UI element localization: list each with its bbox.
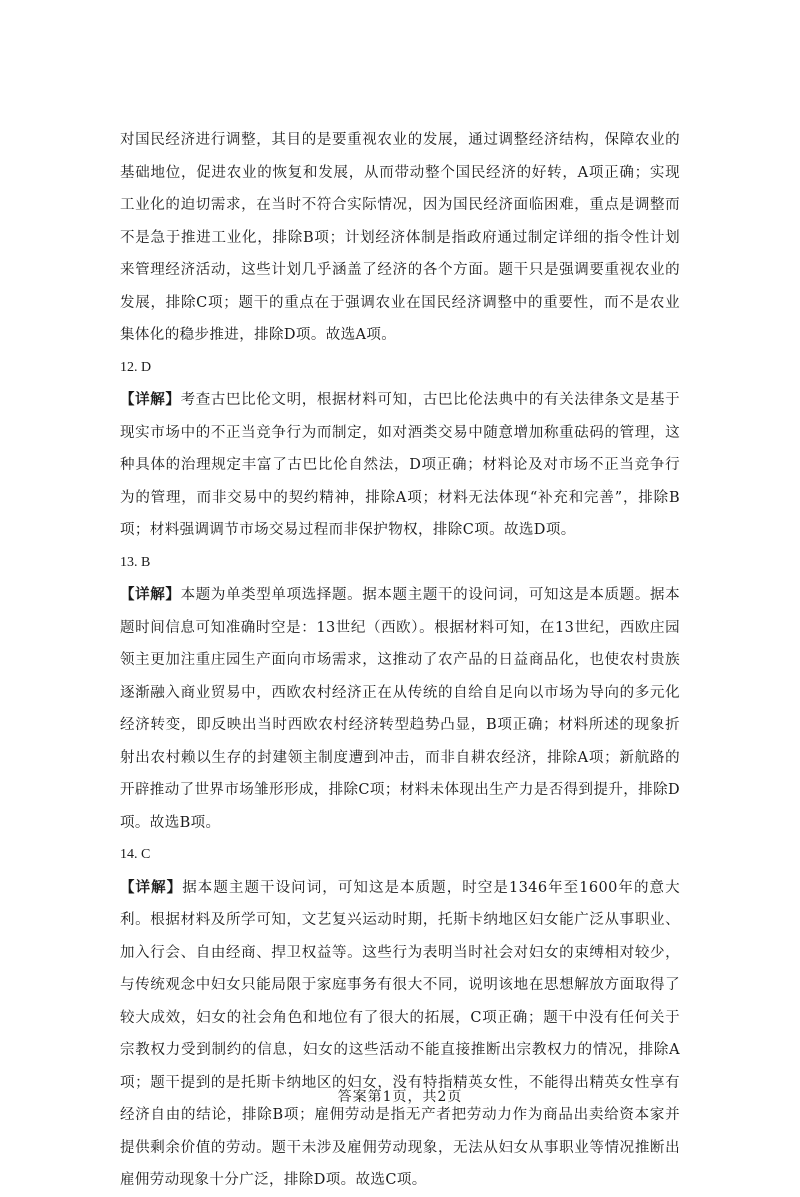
q12-explanation bbox=[120, 384, 680, 547]
q14-explanation-text: 据本题主题干设问词，可知这是本质题，时空是1346年至1600年的意大利。根据材料及所学可知，文艺复兴运动时期，托斯卡纳地区妇女能广泛从事职业、加入行会、自由经商、捍卫权益等。这些行为表明当时社会对妇女的束缚相对较少，与传统观念中妇女只能局限于家庭事务有很大不同，说明该地在思想解放方面取得了较大成效，妇女的社会角色和地位有了很大的拓展，C项正确；题干中没有任何关于宗教权力受到制约的信息，妇女的这些活动不能直接推断出宗教权力的情况，排除A项；题干提到的是托斯卡纳地区的妇女，没有特指精英女性，不能得出精英女性享有经济自由的结论，排除B项；雇佣劳动是指无产者把劳动力作为商品出卖给资本家并提供剩余价值的劳动。题干未涉及雇佣劳动现象，无法从妇女从事职业等情况推断出雇佣劳动现象十分广泛，排除D项。故选C项。 bbox=[120, 879, 680, 1188]
q11-explanation-continuation: 对国民经济进行调整，其目的是要重视农业的发展，通过调整经济结构，保障农业的基础地位，促进农业的恢复和发展，从而带动整个国民经济的好转，A项正确；实现工业化的迫切需求，在当时不符合实际情况，因为国民经济面临困难，重点是调整而不是急于推进工业化，排除B项；计划经济体制是指政府通过制定详细的指令性计划来管理经济活动，这些计划几乎涵盖了经济的各个方面。题干只是强调要重视农业的发展，排除C项；题干的重点在于强调农业在国民经济调整中的重要性，而不是农业集体化的稳步推进，排除D项。故选A项。 bbox=[120, 132, 680, 343]
q13-explanation bbox=[120, 579, 680, 839]
q13-detail-tag: 【详解】 bbox=[120, 586, 181, 603]
answer-content bbox=[120, 124, 680, 1197]
page-footer: 答案第1页，共2页 bbox=[337, 1089, 463, 1105]
q13-explanation-text: 本题为单类型单项选择题。据本题主题干的设问词，可知这是本质题。据本题时间信息可知准确时空是：13世纪（西欧）。根据材料可知，在13世纪，西欧庄园领主更加注重庄园生产面向市场需求，这推动了农产品的日益商品化，也使农村贵族逐渐融入商业贸易中，西欧农村经济正在从传统的自给自足向以市场为导向的多元化经济转变，即反映出当时西欧农村经济转型趋势凸显，B项正确；材料所述的现象折射出农村赖以生存的封建领主制度遭到冲击，而非自耕农经济，排除A项；新航路的开辟推动了世界市场雏形形成，排除C项；材料未体现出生产力是否得到提升，排除D项。故选B项。 bbox=[120, 587, 680, 831]
q14-explanation bbox=[120, 872, 680, 1197]
q13-answer: 13. B bbox=[120, 554, 151, 570]
q12-explanation-text: 考查古巴比伦文明，根据材料可知，古巴比伦法典中的有关法律条文是基于现实市场中的不正当竞争行为而制定，如对酒类交易中随意增加称重砝码的管理，这种具体的治理规定丰富了古巴比伦自然法，D项正确；材料论及对市场不正当竞争行为的管理，而非交易中的契约精神，排除A项；材料无法体现“补充和完善”，排除B项；材料强调调节市场交易过程而非保护物权，排除C项。故选D项。 bbox=[120, 392, 680, 538]
q14-answer: 14. C bbox=[120, 847, 151, 862]
q12-detail-tag: 【详解】 bbox=[120, 391, 181, 408]
q12-answer: 12. D bbox=[120, 359, 152, 375]
q14-detail-tag: 【详解】 bbox=[120, 878, 183, 896]
